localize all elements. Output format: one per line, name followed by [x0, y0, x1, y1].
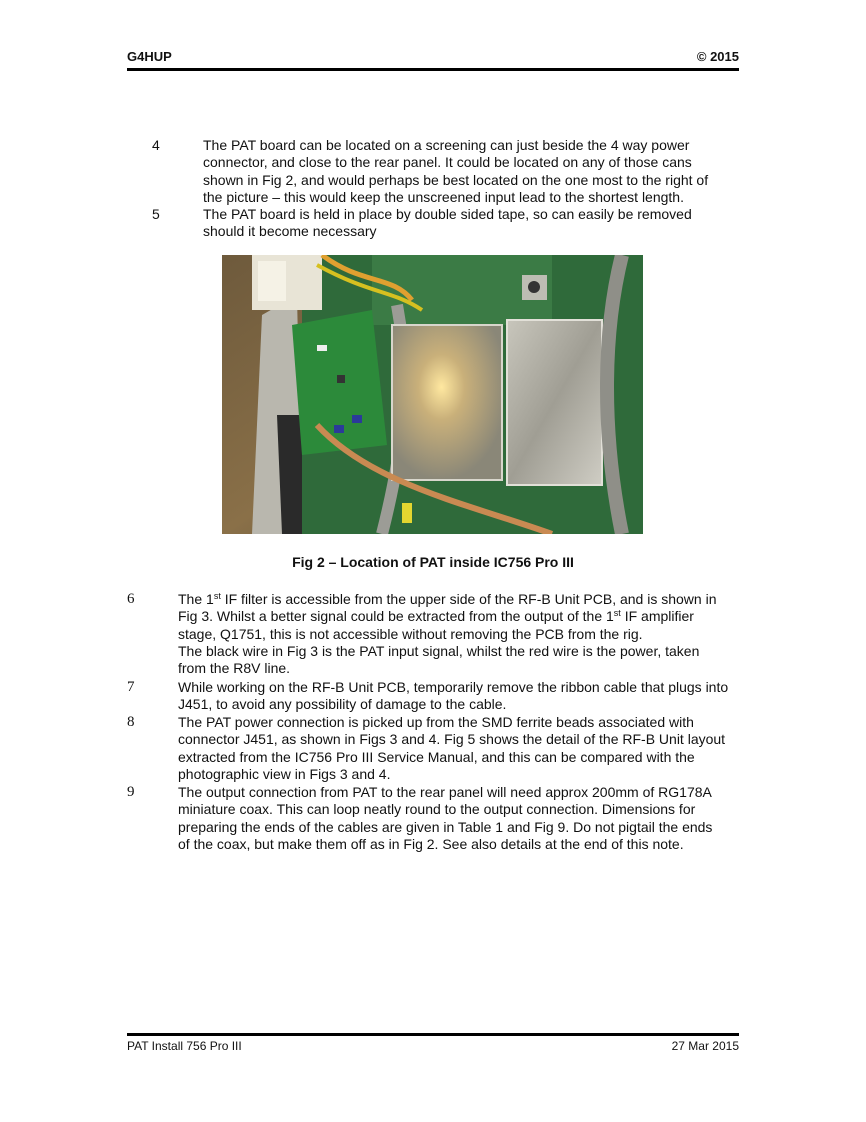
- page-header: [127, 49, 739, 71]
- text-line: preparing the ends of the cables are given in Table 1 and Fig 9. Do not pigtail the ends: [178, 818, 713, 835]
- text-line: Fig 3. Whilst a better signal could be extracted from the output of the 1st IF amplifier: [178, 608, 694, 625]
- item-text: [203, 206, 743, 241]
- text-line: the picture – this would keep the unscreened input lead to the shortest length.: [203, 188, 684, 205]
- pcb-photo-illustration: [222, 255, 643, 534]
- item-text: [178, 784, 748, 853]
- item-text: [203, 137, 743, 206]
- footer-date: 27 Mar 2015: [671, 1039, 739, 1053]
- text-line: from the R8V line.: [178, 660, 291, 677]
- text-line: The PAT board can be located on a screening can just beside the 4 way power: [203, 137, 690, 153]
- item-text: [178, 679, 748, 714]
- fig2-photo: [222, 255, 643, 534]
- page-footer: [127, 1033, 739, 1057]
- item-number: 8: [127, 714, 135, 730]
- text-line: The 1st IF filter is accessible from the upper side of the RF-B Unit PCB, and is shown in: [178, 591, 717, 607]
- figure-caption: Fig 2 – Location of PAT inside IC756 Pro III: [292, 554, 574, 570]
- header-rule: [127, 68, 739, 71]
- text-line: J451, to avoid any possibility of damage to the cable.: [178, 696, 507, 713]
- text-line: extracted from the IC756 Pro III Service Manual, and this can be compared with the: [178, 748, 695, 765]
- text-line: should it become necessary: [203, 223, 377, 240]
- item-number: 9: [127, 784, 135, 800]
- text-line: photographic view in Figs 3 and 4.: [178, 765, 391, 782]
- text-line: stage, Q1751, this is not accessible without removing the PCB from the rig.: [178, 625, 643, 642]
- header-copyright: © 2015: [696, 49, 739, 64]
- item-number: 6: [127, 591, 135, 607]
- text-line: The black wire in Fig 3 is the PAT input signal, whilst the red wire is the power, taken: [178, 642, 700, 659]
- text-line: While working on the RF-B Unit PCB, temporarily remove the ribbon cable that plugs into: [178, 679, 729, 695]
- text-line: miniature coax. This can loop neatly round to the output connection. Dimensions for: [178, 801, 696, 818]
- footer-doc-title: PAT Install 756 Pro III: [127, 1039, 242, 1053]
- item-text: [178, 591, 748, 677]
- text-line: The PAT power connection is picked up from the SMD ferrite beads associated with: [178, 714, 694, 730]
- item-number: 4: [152, 137, 160, 153]
- item-number: 7: [127, 679, 135, 695]
- text-line: of the coax, but make them off as in Fig 2. See also details at the end of this note.: [178, 835, 684, 852]
- text-line: connector, and close to the rear panel. It could be located on any of those cans: [203, 154, 692, 171]
- item-number: 5: [152, 206, 160, 222]
- text-line: The PAT board is held in place by double sided tape, so can easily be removed: [203, 206, 692, 222]
- header-callsign: G4HUP: [127, 49, 172, 64]
- item-text: [178, 714, 748, 783]
- text-line: The output connection from PAT to the rear panel will need approx 200mm of RG178A: [178, 784, 712, 800]
- text-line: shown in Fig 2, and would perhaps be best located on the one most to the right of: [203, 171, 709, 188]
- footer-rule: [127, 1033, 739, 1036]
- text-line: connector J451, as shown in Figs 3 and 4. Fig 5 shows the detail of the RF-B Unit layout: [178, 731, 726, 748]
